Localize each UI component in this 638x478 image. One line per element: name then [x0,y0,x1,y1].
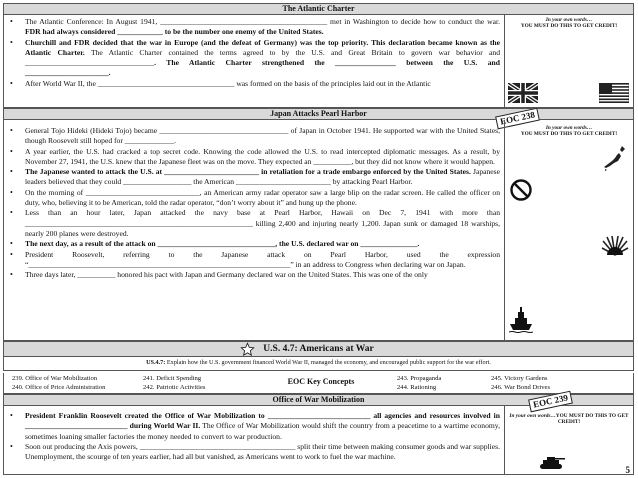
prohibition-sign-icon [509,178,533,202]
fill-blank[interactable]: ______________________________ [85,187,200,197]
us-flag-icon [599,83,629,103]
pearl-harbor-header: Japan Attacks Pearl Harbor [3,108,634,120]
concept-239: 239. Office of War Mobilization [12,375,98,382]
pearl-bullet-6: • The next day, as a result of the attack on _______________________________, the U.S. declared war on _______________. [10,239,500,249]
concept-242: 242. Patriotic Activities [143,383,206,391]
concept-240: 240. Office of Price Administration [12,383,106,391]
pearl-bullet-3: • The Japanese wanted to attack the U.S. at _________________________ in retaliation for a trade embargo enforced by the United States. Japanese leaders believed that they could __________________ the American _________________________ by attacking Pearl Harbor. [10,167,500,188]
standard-title: U.S. 4.7: Americans at War [263,344,374,354]
pearl-bullet-1: • General Tojo Hideki (Hideki Tojo) became __________________________________ of Japan in October 1941. He supported war with the United States, though Roosevelt still hoped for _____________. [10,126,500,147]
fill-blank[interactable]: _______________ [360,239,418,249]
fill-blank[interactable]: ____________________________________ [97,78,235,88]
fill-blank[interactable]: __________________________________ [25,58,155,68]
owm-header: Office of War Mobilization [3,394,634,406]
atlantic-charter-header: The Atlantic Charter [3,3,634,15]
pearl-harbor-notes [3,120,505,341]
pearl-bullet-8: • Three days later, __________ honored his pact with Japan and Germany declared war on the United States. This was one of the only [10,270,500,280]
fill-blank[interactable]: ____________________________________________________________ [25,218,253,228]
pearl-bullet-7: • President Roosevelt, referring to the Japanese attack on Pearl Harbor, used the expression “_____________________________________________________________________” in an address to Congress when declaring war on Japan. [10,250,500,271]
eoc-238-stamp: EOC 238 [495,108,540,130]
eoc-239-stamp: EOC 239 [528,391,573,413]
owm-own-words-box[interactable]: In your own words…YOU MUST DO THIS TO GET CREDIT! [505,406,634,475]
concept-246: 246. War Bond Drives [491,383,551,391]
fill-blank[interactable]: _________________________ [235,177,331,187]
fill-blank[interactable]: __________________ [123,177,192,187]
concept-241: 241. Deficit Spending [143,375,202,382]
concept-244: 244. Rationing [397,383,437,391]
fill-blank[interactable]: __________________________________ [159,126,289,135]
page-number: 5 [625,464,630,475]
japan-map-icon [600,144,628,172]
pearl-bullet-4: • On the morning of ______________________________, an American army radar operator saw a large blip on the radar screen. He called the officer on duty, who, believing it to be American, told the radar operator, “don’t worry about it” and hung up the phone. [10,188,500,209]
pearl-own-words-box[interactable]: In your own words… YOU MUST DO THIS TO GET CREDIT! [505,120,634,341]
concept-243: 243. Propaganda [397,375,442,382]
standard-header [3,341,634,357]
fill-blank[interactable]: ____________ [117,27,163,37]
standard-description: US.4.7: Explain how the U.S. government financed World War II, managed the economy, and encouraged public support for the war effort. [3,357,634,371]
tank-icon [539,456,565,470]
fill-blank[interactable]: ___________________________ [267,411,371,420]
charter-bullet-1: • The Atlantic Conference: In August 1941, ____________________________________________ met in Washington to decide how to conduct the war. FDR had always considered ____________ to be the number one enemy of the United States. [10,17,500,38]
fill-blank[interactable]: __________ [313,156,352,166]
atlantic-charter-notes [3,15,505,108]
fill-blank[interactable]: _____________________________________________________________________ [28,259,291,269]
concept-245: 245. Victory Gardens [491,375,548,382]
fill-blank[interactable]: _________________________________________ [139,441,296,451]
union-jack-icon [508,83,538,103]
owm-bullet-1: • President Franklin Roosevelt created the Office of War Mobilization to ___________________________ all agencies and resources involved in ___________________________ during World War II. The Office of War Mobilization would shift the country from a peacetime to a wartime economy, sometimes loaning smaller factories the money needed to convert to war production. [10,411,500,442]
fill-blank[interactable]: _____________ [124,136,175,146]
battleship-icon [509,306,533,334]
charter-bullet-2: • Churchill and FDR decided that the war in Europe (and the defeat of Germany) was the top priority. This declaration became known as the Atlantic Charter. The Atlantic Charter contained the terms agreed to by the U.S. and Great Britain to govern war behavior and __________________________________. The Atlantic Charter strengthened the ________________ between the U.S. and ______________________. [10,38,500,79]
fill-blank[interactable]: ________________ [335,58,396,68]
owm-notes [3,406,505,475]
rising-sun-flag-icon [601,235,629,257]
charter-own-words-box[interactable]: In your own words… YOU MUST DO THIS TO GET CREDIT! [505,15,634,108]
pearl-bullet-5: • Less than an hour later, Japan attacked the navy base at Pearl Harbor, Hawaii on Dec 7, 1941 with more than ____________________________________________________________ killing 2,400 and injuring nearly 1,200. Japan sunk or damaged 18 warships, nearly 200 planes were destroyed. [10,208,500,239]
fill-blank[interactable]: ___________________________ [25,421,128,431]
key-concepts-label: EOC Key Concepts [287,377,355,386]
pearl-bullet-2: • A year earlier, the U.S. had cracked a top secret code. Knowing the code allowed the U.S. to read intercepted diplomatic messages. As a result, by November 27, 1941, the U.S. knew that the Japanese fleet was on the move. They expected an __________, but they did not know where it would happen. [10,147,500,168]
owm-bullet-2: • Soon out producing the Axis powers, _________________________________________ split their time between making consumer goods and war supplies. Unemployment, the scourge of ten years earlier, had all but vanished, as Americans went to work to fuel the war machine. [10,442,500,463]
fill-blank[interactable]: __________ [77,270,116,280]
fill-blank[interactable]: _______________________________ [157,239,276,249]
fill-blank[interactable]: ______________________ [25,68,109,78]
eoc-key-concepts [3,373,634,394]
star-icon [240,342,255,357]
fill-blank[interactable]: _________________________ [164,167,260,177]
fill-blank[interactable]: ____________________________________________ [160,17,328,26]
charter-bullet-3: • After World War II, the ____________________________________ was formed on the basis of the principles laid out in the Atlantic [10,79,500,89]
